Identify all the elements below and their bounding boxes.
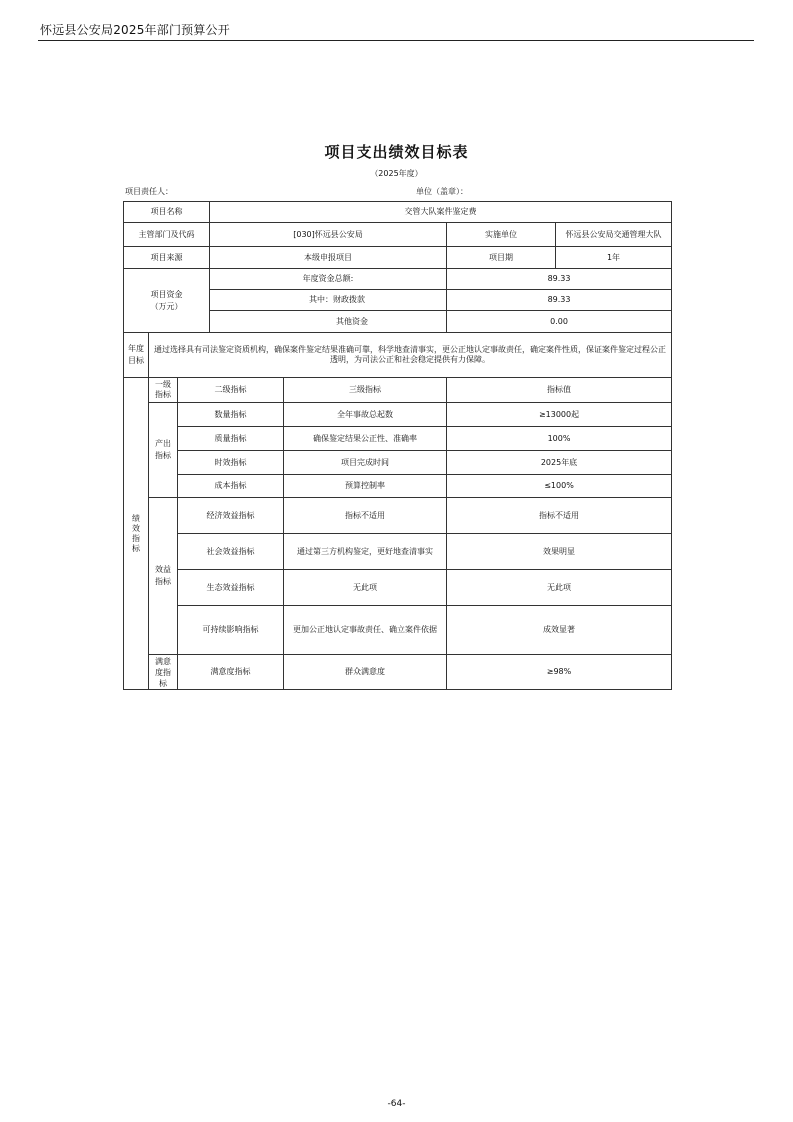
col-level2: 二级指标 <box>178 378 284 403</box>
table-row <box>124 570 672 606</box>
output-l2: 时效指标 <box>178 451 284 475</box>
benefit-l2: 经济效益指标 <box>178 498 284 534</box>
benefit-indicator-label: 效益 指标 <box>149 498 178 655</box>
table-row <box>124 427 672 451</box>
dept-value: [030]怀远县公安局 <box>210 223 447 247</box>
benefit-value: 效果明显 <box>447 534 672 570</box>
project-name-label: 项目名称 <box>124 202 210 223</box>
benefit-value: 成效显著 <box>447 606 672 655</box>
responsible-label: 项目责任人： <box>125 187 173 196</box>
performance-target-table <box>123 201 672 690</box>
table-row <box>124 606 672 655</box>
satisfaction-l2: 满意度指标 <box>178 655 284 690</box>
benefit-l3: 指标不适用 <box>284 498 447 534</box>
other-funds-label: 其他资金 <box>210 311 447 333</box>
performance-indicator-label: 绩 效 指 标 <box>124 378 149 690</box>
benefit-value: 无此项 <box>447 570 672 606</box>
output-indicator-label: 产出 指标 <box>149 403 178 498</box>
benefit-l2: 生态效益指标 <box>178 570 284 606</box>
total-funds-label: 年度资金总额: <box>210 269 447 290</box>
output-l2: 质量指标 <box>178 427 284 451</box>
dept-label: 主管部门及代码 <box>124 223 210 247</box>
output-value: ≥13000起 <box>447 403 672 427</box>
period-value: 1年 <box>556 247 672 269</box>
page-number: -64- <box>387 1099 406 1109</box>
table-row <box>124 498 672 534</box>
table-row <box>124 451 672 475</box>
benefit-l2: 可持续影响指标 <box>178 606 284 655</box>
col-value: 指标值 <box>447 378 672 403</box>
row-annual-goal <box>124 333 672 378</box>
row-indicator-header <box>124 378 672 403</box>
col-level1: 一级 指标 <box>149 378 178 403</box>
source-label: 项目来源 <box>124 247 210 269</box>
table-title: 项目支出绩效目标表 <box>324 143 469 161</box>
output-l3: 预算控制率 <box>284 475 447 498</box>
benefit-l2: 社会效益指标 <box>178 534 284 570</box>
row-source <box>124 247 672 269</box>
header-divider <box>38 40 754 41</box>
page-header: 怀远县公安局2025年部门预算公开 <box>40 23 230 37</box>
benefit-l3: 无此项 <box>284 570 447 606</box>
annual-goal-label: 年度 目标 <box>124 333 149 378</box>
fiscal-funds-value: 89.33 <box>447 290 672 311</box>
source-value: 本级申报项目 <box>210 247 447 269</box>
output-value: 2025年底 <box>447 451 672 475</box>
output-l3: 全年事故总起数 <box>284 403 447 427</box>
benefit-l3: 通过第三方机构鉴定，更好地查清事实 <box>284 534 447 570</box>
satisfaction-indicator-label: 满意 度指 标 <box>149 655 178 690</box>
output-value: ≤100% <box>447 475 672 498</box>
total-funds-value: 89.33 <box>447 269 672 290</box>
table-row <box>124 655 672 690</box>
fiscal-funds-label: 其中：财政拨款 <box>210 290 447 311</box>
impl-unit-label: 实施单位 <box>447 223 556 247</box>
satisfaction-l3: 群众满意度 <box>284 655 447 690</box>
output-l2: 数量指标 <box>178 403 284 427</box>
unit-stamp-label: 单位（盖章）： <box>416 187 468 196</box>
output-l3: 确保鉴定结果公正性、准确率 <box>284 427 447 451</box>
annual-goal-text: 通过选择具有司法鉴定资质机构，确保案件鉴定结果准确可靠，科学地查清事实，更公正地认定事故责任，确定案件性质，保证案件鉴定过程公正透明，为司法公正和社会稳定提供有力保障。 <box>149 333 672 378</box>
row-project-name <box>124 202 672 223</box>
row-total-funds <box>124 269 672 290</box>
col-level3: 三级指标 <box>284 378 447 403</box>
period-label: 项目期 <box>447 247 556 269</box>
row-department <box>124 223 672 247</box>
table-row <box>124 475 672 498</box>
funds-label: 项目资金 （万元） <box>124 269 210 333</box>
other-funds-value: 0.00 <box>447 311 672 333</box>
output-l3: 项目完成时间 <box>284 451 447 475</box>
satisfaction-value: ≥98% <box>447 655 672 690</box>
output-l2: 成本指标 <box>178 475 284 498</box>
benefit-value: 指标不适用 <box>447 498 672 534</box>
impl-unit-value: 怀远县公安局交通管理大队 <box>556 223 672 247</box>
output-value: 100% <box>447 427 672 451</box>
project-name-value: 交管大队案件鉴定费 <box>210 202 672 223</box>
year-label: （2025年度） <box>370 169 423 178</box>
table-row <box>124 403 672 427</box>
benefit-l3: 更加公正地认定事故责任、确立案件依据 <box>284 606 447 655</box>
table-row <box>124 534 672 570</box>
